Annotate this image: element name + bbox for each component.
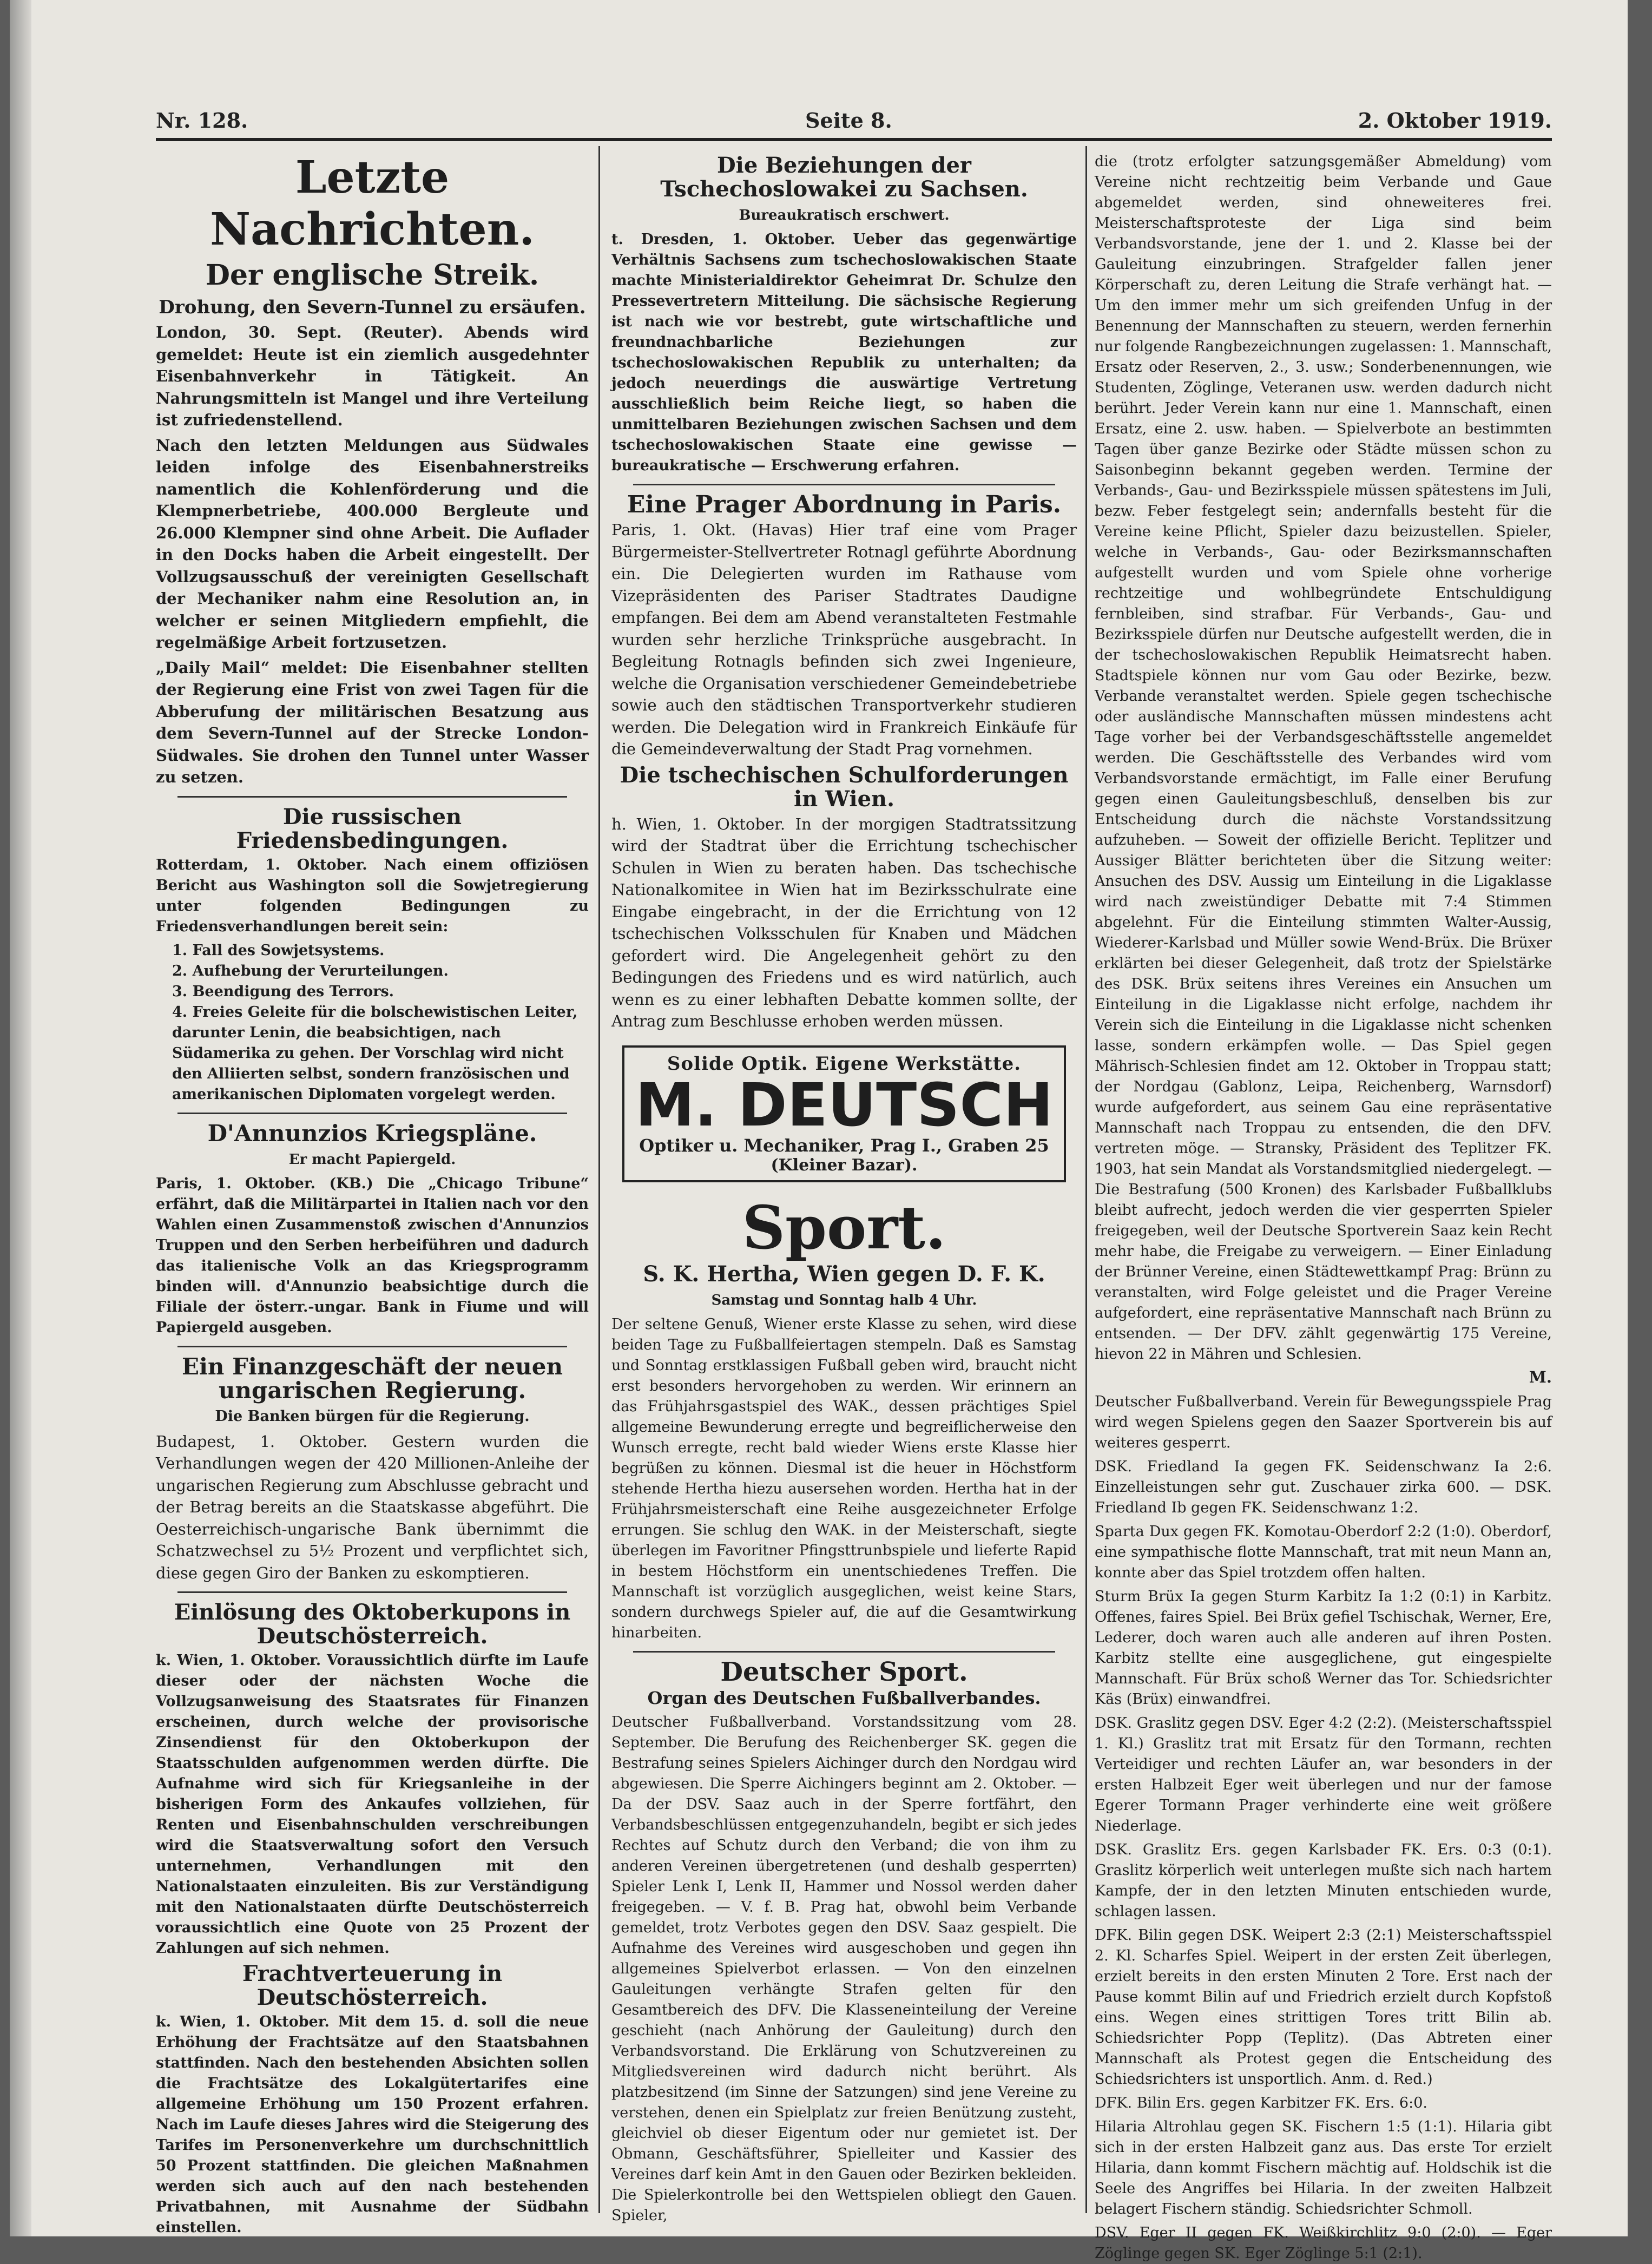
page-number: Seite 8. [805, 108, 892, 133]
article-paragraph: h. Wien, 1. Oktober. In der morgigen Stadtratssitzung wird der Stadtrat über die Errichtung tschechischer Schulen in Wien zu beraten haben. Das tschechische Nationalkomitee in Wien hat im Bezirksschulrate eine Eingabe eingebracht, in der die Errichtung von 12 tschechischen Volksschulen für Knaben und Mädchen gefordert wird. Die Angelegenheit gehört zu den Bedingungen des Friedens und es wird natürlich, auch wenn es zu einer lebhaften Debatte kommen sollte, der Antrag zum Beschlusse erhoben werden müssen. [611, 814, 1077, 1030]
separator [633, 484, 1055, 485]
article-russian-peace [156, 805, 589, 1105]
article-prague-delegation [611, 493, 1077, 760]
column-1 [156, 152, 589, 2236]
ad-location-note: (Kleiner Bazar). [771, 1155, 918, 1175]
article-subtitle: Bureaukratisch erschwert. [739, 207, 950, 223]
header-rule [156, 138, 1552, 141]
article-paragraph: Rotterdam, 1. Oktober. Nach einem offiziösen Bericht aus Washington soll die Sowjetregierung unter folgenden Bedingungen zu Friedensverhandlungen bereit sein: [156, 856, 589, 935]
article-czech-schools [611, 764, 1077, 1032]
match-result: DSK. Graslitz Ers. gegen Karlsbader FK. Ers. 0:3 (0:1). Graslitz körperlich weit unterlegen mußte sich nach hartem Kampfe, der in den letzten Minuten entschieden wurde, schlagen lassen. [1095, 1841, 1552, 1920]
article-title: Einlösung des Oktoberkupons in Deutschösterreich. [174, 1600, 571, 1649]
issue-date: 2. Oktober 1919. [1358, 108, 1552, 133]
newspaper-page [10, 0, 1628, 2262]
article-czech-saxony [611, 154, 1077, 476]
article-subtitle: Die Banken bürgen für die Regierung. [215, 1407, 530, 1425]
article-title: Die Beziehungen der Tschechoslowakei zu Sachsen. [660, 153, 1028, 202]
list-item: 2. Aufhebung der Verurteilungen. [172, 962, 449, 979]
separator [633, 1651, 1055, 1653]
article-title: D'Annunzios Kriegspläne. [207, 1120, 537, 1147]
article-paragraph: k. Wien, 1. Oktober. Voraussichtlich dürfte im Laufe dieser oder der nächsten Woche die Vollzugsanweisung des Staatsrates für Finanzen erscheinen, durch welche der provisorische Zinsendienst für den Oktoberkupon der Staatsschulden aufgenommen werden dürfte. Die Aufnahme wird sich für Kriegsanleihe in der bisherigen Form des Ankaufes vollziehen, für Renten und Eisenbahnschulden verschreibungen wird die Staatsverwaltung sofort den Versuch unternehmen, Verhandlungen mit den Nationalstaaten einzuleiten. Bis zur Verständigung mit den Nationalstaaten dürfte Deutschösterreich voraussichtlich eine Quote von 25 Prozent der Zahlungen auf sich nehmen. [156, 1652, 589, 1957]
article-paragraph: Nach den letzten Meldungen aus Südwales leiden infolge des Eisenbahnerstreiks namentlich die Kohlenförderung und die Klempnerbetriebe, 400.000 Bergleute und 26.000 Klempner sind ohne Arbeit. Die Auflader in den Docks haben die Arbeit eingestellt. Der Vollzugsausschuß der vereinigten Gesellschaft der Mechaniker nahm eine Resolution an, in welcher er seinen Mitgliedern empfiehlt, die regelmäßige Arbeit fortzusetzen. [156, 436, 589, 651]
article-title: Die tschechischen Schulforderungen in Wien. [620, 762, 1069, 812]
column-2 [611, 152, 1077, 2224]
advertisement-m-deutsch [622, 1045, 1066, 1182]
conditions-list [172, 940, 589, 1105]
article-october-coupon [156, 1601, 589, 1959]
match-result: DFK. Bilin gegen DSK. Weipert 2:3 (2:1) Meisterschaftsspiel 2. Kl. Scharfes Spiel. Weipert in der ersten Zeit überlegen, erzielt bereits in den ersten Minuten 2 Tore. Erst nach der Pause kommt Bilin auf und Friedrich erzielt durch Kopfstoß eins. Wegen eines strittigen Tores tritt Bilin ab. Schiedsrichter Popp (Teplitz). (Das Abtreten einer Mannschaft als Protest gegen die Entscheidung des Schiedsrichters ist unsportlich. Anm. d. Red.) [1095, 1927, 1552, 2088]
article-paragraph: Deutscher Fußballverband. Vorstandssitzung vom 28. September. Die Berufung des Reichenberger SK. gegen die Bestrafung seines Spielers Aichinger durch den Nordgau wird abgewiesen. Die Sperre Aichingers beginnt am 2. Oktober. — Da der DSV. Saaz auch in der Sperre fortfährt, den Verbandsbeschlüssen entgegenzuhandeln, begibt er sich jedes Rechtes auf Schutz durch den Verband; die von ihm zu anderen Vereinen übergetretenen (und deshalb gesperrten) Spieler Lenk I, Lenk II, Hammer und Nossol werden daher freigegeben. — V. f. B. Prag hat, obwohl beim Verbande gemeldet, trotz Verbotes gegen den DSV. Saaz gespielt. Die Aufnahme des Vereines wird ausgeschoben und gegen ihn allgemeines Spielverbot erlassen. — Von den einzelnen Gauleitungen verhängte Strafen gelten für den Gesamtbereich des DFV. Die Klasseneinteilung der Vereine geschieht (nach Anhörung der Gauleitung) durch den Verbandsvorstand. Die Erklärung von Schutzvereinen zu Mitgliedsvereinen wird dadurch nicht berührt. Als platzbesitzend (im Sinne der Satzungen) sind jene Vereine zu verstehen, denen ein Spielplatz zur freien Benützung zusteht, gleichviel ob dieser Eigentum oder nur gemietet ist. Der Obmann, Geschäftsführer, Spielleiter und Kassier des Vereines darf kein Amt in den Gauen oder Bezirken bekleiden. Die Spielerkontrolle bei den Wettspielen obliegt den Gauen. Spieler, [611, 1713, 1077, 2224]
article-title: Frachtverteuerung in Deutschösterreich. [242, 1961, 503, 2010]
article-title: Der englische Streik. [205, 259, 539, 292]
article-subtitle: Organ des Deutschen Fußballverbandes. [647, 1687, 1041, 1708]
match-result: Sturm Brüx Ia gegen Sturm Karbitz Ia 1:2 (0:1) in Karbitz. Offenes, faires Spiel. Bei Brüx gefiel Tschischak, Werner, Ere, Lederer, doch waren auch alle anderen auf ihren Posten. Karbitz stellte eine ausgeglichene, gut eingespielte Mannschaft. Für Brüx schoß Werner das Tor. Schiedsrichter Käs (Brüx) einwandfrei. [1095, 1588, 1552, 1708]
article-deutscher-sport [611, 1656, 1077, 2226]
article-title: Deutscher Sport. [720, 1656, 968, 1687]
match-result: DSK. Friedland Ia gegen FK. Seidenschwanz Ia 2:6. Einzelleistungen sehr gut. Zuschauer zirka 600. — DSK. Friedland Ib gegen FK. Seidenschwanz 1:2. [1095, 1458, 1552, 1516]
article-paragraph: Deutscher Fußballverband. Verein für Bewegungsspiele Prag wird wegen Spielens gegen den Saazer Sportverein bis auf weiteres gesperrt. [1095, 1393, 1552, 1451]
article-paragraph: Der seltene Genuß, Wiener erste Klasse zu sehen, wird diese beiden Tage zu Fußballfeiertagen stempeln. Daß es Samstag und Sonntag erstklassigen Fußball geben wird, braucht nicht erst besonders hervorgehoben zu werden. Wir erinnern an das Frühjahrsgastspiel des WAK., dessen prächtiges Spiel allgemeine Bewunderung erregte und begreiflicherweise den Wunsch erregte, recht bald wieder Wiens erste Klasse hier begrüßen zu können. Diesmal ist die heuer in Höchstform stehende Hertha hiezu ausersehen worden. Hertha hat in der Frühjahrsmeisterschaft eine Reihe ausgezeichneter Erfolge errungen. Sie schlug den WAK. in der Meisterschaft, siegte überlegen im Favoritner Pfingsttrunbspiele und lieferte Rapid in bestem Höchstform ein unentschiedenes Treffen. Die Mannschaft ist vorzüglich ausgeglichen, weist keine Stars, sondern durchwegs Spieler auf, die auf die Gesamtwirkung hinarbeiten. [611, 1315, 1077, 1641]
issue-number: Nr. 128. [156, 108, 248, 133]
article-paragraph: k. Wien, 1. Oktober. Mit dem 15. d. soll die neue Erhöhung der Frachtsätze auf den Staatsbahnen stattfinden. Nach den bestehenden Absichten sollen die Frachtsätze des Lokalgütertarifes eine allgemeine Erhöhung um 150 Prozent erfahren. Nach im Laufe dieses Jahres wird die Steigerung des Tarifes im Personenverkehre um durchschnittlich 50 Prozent stattfinden. Die gleichen Maßnahmen werden sich auch auf den nach bestehenden Privatbahnen, mit Ausnahme der Südbahn einstellen. [156, 2013, 589, 2236]
column-rule-2 [1085, 146, 1087, 2213]
article-paragraph: Paris, 1. Okt. (Havas) Hier traf eine vom Prager Bürgermeister-Stellvertreter Rotnagl geführte Abordnung ein. Die Delegierten wurden im Rathause vom Vizepräsidenten des Pariser Stadtrates Daudigne empfangen. Bei dem am Abend veranstalteten Festmahle wurden sehr herzliche Trinksprüche ausgebracht. In Begleitung Rotnagls befinden sich zwei Ingenieure, welche die Organisation verschiedener Gemeindebetriebe sowie auch den städtischen Transportverkehr studieren werden. Die Delegation wird in Frankreich Einkäufe für die Gemeindeverwaltung der Stadt Prag vornehmen. [611, 521, 1077, 758]
match-result: DFK. Bilin Ers. gegen Karbitzer FK. Ers. 6:0. [1095, 2095, 1427, 2111]
separator [177, 1346, 567, 1347]
article-subtitle: Samstag und Sonntag halb 4 Uhr. [711, 1292, 977, 1308]
article-paragraph: London, 30. Sept. (Reuter). Abends wird gemeldet: Heute ist ein ziemlich ausgedehnter Eisenbahnverkehr in Tätigkeit. An Nahrungsmitteln ist Mangel und ihre Verteilung ist zufriedenstellend. [156, 323, 589, 429]
article-paragraph: die (trotz erfolgter satzungsgemäßer Abmeldung) vom Vereine nicht rechtzeitig beim Verbande und Gaue abgemeldet werden, sind ohneweiteres frei. Meisterschaftsproteste der Liga sind beim Verbandsvorstande, jene der 1. und 2. Klasse bei der Gauleitung einzubringen. Strafgelder fallen jener Körperschaft zu, deren Leitung die Strafe verhängt hat. — Um den immer mehr um sich greifenden Unfug in der Benennung der Mannschaften zu steuern, werden fernerhin nur folgende Rangbezeichnungen zugelassen: 1. Mannschaft, Ersatz oder Reserven, 2., 3. usw.; Sonderbenennungen, wie Studenten, Zöglinge, Veteranen usw. werden dadurch nicht berührt. Jeder Verein kann nur eine 1. Mannschaft, einen Ersatz, eine 2. usw. haben. — Spielverbote an bestimmten Tagen über ganze Bezirke oder Städte müssen schon zu Saisonbeginn bekannt gegeben werden. Termine der Verbands-, Gau- und Bezirksspiele müssen spätestens im Juli, bezw. Feber festgelegt sein; andernfalls besteht für die Vereine keine Pflicht, Spieler dazu beizustellen. Spieler, welche in Verbands-, Gau- oder Bezirksmannschaften aufgestellt wurden und vom Spiele ohne vorherige rechtzeitige und wohlbegründete Entschuldigung fernbleiben, sind strafbar. Für Verbands-, Gau- und Bezirksspiele dürfen nur Deutsche aufgestellt werden, die in der tschechoslowakischen Republik Heimatsrecht haben. Stadtspiele können nur vom Gau oder Bezirke, bezw. Verbande veranstaltet werden. Spiele gegen tschechische oder ausländische Mannschaften müssen mindestens acht Tage vorher bei der Verbandsgeschäftsstelle angemeldet werden. Die Geschäftsstelle des Verbandes wird vom Verbandsvorstande ermächtigt, im Falle einer Berufung gegen einen Gauleitungsbeschluß, denselben bis zur Entscheidung durch die nächste Vorstandssitzung aufzuheben. — Soweit der offizielle Bericht. Teplitzer und Aussiger Blätter berichteten über die Sitzung weiter: Ansuchen des DSV. Aussig um Einteilung in die Ligaklasse wird nach zweistündiger Debatte mit 7:4 Stimmen abgelehnt. Für die Einteilung stimmten Walter-Aussig, Wiederer-Karlsbad und Müller sowie Wend-Brüx. Die Brüxer erklärten bei dieser Gelegenheit, daß trotz der Spielstärke des DSK. Brüx seitens ihres Vereines ein Ansuchen um Einteilung in die Ligaklasse nicht erfolge, nachdem ihr Verein sich die Einteilung in die Ligaklasse nicht schenken lasse, sondern erkämpfen wolle. — Das Spiel gegen Mährisch-Schlesien findet am 12. Oktober in Troppau statt; der Nordgau (Gablonz, Leipa, Reichenberg, Warnsdorf) wurde aufgefordert, aus seinem Gau eine repräsentative Mannschaft nach Troppau zu entsenden, die den DFV. vertreten möge. — Stransky, Präsident des Teplitzer FK. 1903, hat sein Mandat als Vorstandsmitglied niedergelegt. — Die Bestrafung (500 Kronen) des Karlsbader Fußballklubs bleibt aufrecht, jedoch werden die vier gesperrten Spieler freigegeben, weil der Deutsche Sportverein Saaz kein Recht mehr habe, die Freigabe zu verweigern. — Einer Einladung der Brünner Vereine, einen Städtewettkampf Prag: Brünn zu veranstalten, wird Folge geleistet und die Prager Vereine aufgefordert, eine repräsentative Mannschaft nach Brünn zu entsenden. — Der DFV. zählt gegenwärtig 175 Vereine, hievon 22 in Mähren und Schlesien. [1095, 153, 1552, 1363]
article-title: Die russischen Friedensbedingungen. [236, 804, 509, 853]
match-result: Sparta Dux gegen FK. Komotau-Oberdorf 2:2 (1:0). Oberdorf, eine sympathische flotte Mannschaft, trat mit neun Mann an, konnte aber das Spiel trotzdem offen halten. [1095, 1523, 1552, 1581]
article-paragraph: Paris, 1. Oktober. (KB.) Die „Chicago Tribune“ erfährt, daß die Militärpartei in Italien nach vor den Wahlen einen Zusammenstoß zwischen d'Annunzios Truppen und den Serben herbeiführen und dadurch das italienische Volk an das Kriegsprogramm binden will. d'Annunzio beabsichtige durch die Filiale der österr.-ungar. Bank in Fiume und will Papiergeld ausgeben. [156, 1175, 589, 1336]
article-subtitle: Drohung, den Severn-Tunnel zu ersäufen. [159, 297, 586, 318]
article-hungarian-finance [156, 1355, 589, 1584]
article-english-strike [156, 259, 589, 788]
page-header [156, 108, 1552, 141]
article-paragraph: Budapest, 1. Oktober. Gestern wurden die Verhandlungen wegen der 420 Millionen-Anleihe der ungarischen Regierung zum Abschlusse gebracht und der Betrag bereits an die Staatskasse abgeführt. Die Oesterreichisch-ungarische Bank übernimmt die Schatzwechsel zu 5½ Prozent und verpflichtet sich, diese gegen Giro der Banken zu eskomptieren. [156, 1432, 589, 1582]
match-result: DSV. Eger II gegen FK. Weißkirchlitz 9:0 (2:0). — Eger Zöglinge gegen SK. Eger Zöglinge 5:1 (2:1). [1095, 2224, 1552, 2262]
article-paragraph: „Daily Mail“ meldet: Die Eisenbahner stellten der Regierung eine Frist von zwei Tagen für die Abberufung der militärischen Besatzung aus dem Severn-Tunnel auf der Strecke London-Südwales. Sie drohen den Tunnel unter Wasser zu setzen. [156, 658, 589, 786]
column-3 [1095, 152, 1552, 2262]
article-subtitle: Er macht Papiergeld. [288, 1151, 456, 1168]
ad-company-name: M. DEUTSCH [635, 1070, 1054, 1140]
article-hertha [611, 1262, 1077, 1643]
article-dannunzio [156, 1122, 589, 1338]
article-title: Eine Prager Abordnung in Paris. [627, 491, 1062, 518]
author-signature: M. [1529, 1368, 1552, 1386]
separator [177, 796, 567, 798]
ad-tagline: Solide Optik. Eigene Werkstätte. [667, 1052, 1022, 1075]
list-item: 3. Beendigung des Terrors. [172, 983, 394, 1000]
page-edge-shadow [10, 0, 31, 2236]
match-result: DSK. Graslitz gegen DSV. Eger 4:2 (2:2). (Meisterschaftsspiel 1. Kl.) Graslitz trat mit Ersatz für den Tormann, rechten Verteidiger und rechten Läufer an, war besonders in der ersten Halbzeit Eger weit überlegen und nur der famose Egerer Tormann Prager verhinderte eine weit größere Niederlage. [1095, 1715, 1552, 1834]
list-item: 1. Fall des Sowjetsystems. [172, 942, 385, 959]
column-rule-1 [598, 146, 600, 2213]
sport-section-title: Sport. [742, 1192, 946, 1262]
article-paragraph: t. Dresden, 1. Oktober. Ueber das gegenwärtige Verhältnis Sachsens zum tschechoslowakischen Staate machte Ministerialdirektor Geheimrat Dr. Schulze den Pressevertretern Mitteilung. Die sächsische Regierung ist nach wie vor bestrebt, gute wirtschaftliche und freundnachbarliche Beziehungen zur tschechoslowakischen Republik zu unterhalten; da jedoch neuerdings die auswärtige Vertretung ausschließlich beim Reiche liegt, so haben die unmittelbaren Beziehungen zwischen Sachsen und dem tschechoslowakischen Staate eine gewisse — bureaukratische — Erschwerung erfahren. [611, 231, 1077, 474]
ad-address: Optiker u. Mechaniker, Prag I., Graben 25 [639, 1135, 1049, 1156]
article-title: S. K. Hertha, Wien gegen D. F. K. [643, 1261, 1045, 1287]
article-title: Ein Finanzgeschäft der neuen ungarischen Regierung. [181, 1353, 563, 1404]
separator [177, 1113, 567, 1114]
section-title: Letzte Nachrichten. [210, 152, 535, 255]
separator [177, 1591, 567, 1593]
match-result: Hilaria Altrohlau gegen SK. Fischern 1:5 (1:1). Hilaria gibt sich in der ersten Halbzeit ganz aus. Das erste Tor erzielt Hilaria, dann kommt Fischern mächtig auf. Holdschik ist die Seele des Angriffes bei Hilaria. In der zweiten Halbzeit belagert Fischern ständig. Schiedsrichter Schmoll. [1095, 2118, 1552, 2217]
list-item: 4. Freies Geleite für die bolschewistischen Leiter, darunter Lenin, die beabsichtigen, nach Südamerika zu gehen. Der Vorschlag wird nicht den Alliierten selbst, sondern französischen und amerikanischen Diplomaten vorgelegt werden. [172, 1003, 578, 1103]
article-freight-costs [156, 1962, 589, 2238]
